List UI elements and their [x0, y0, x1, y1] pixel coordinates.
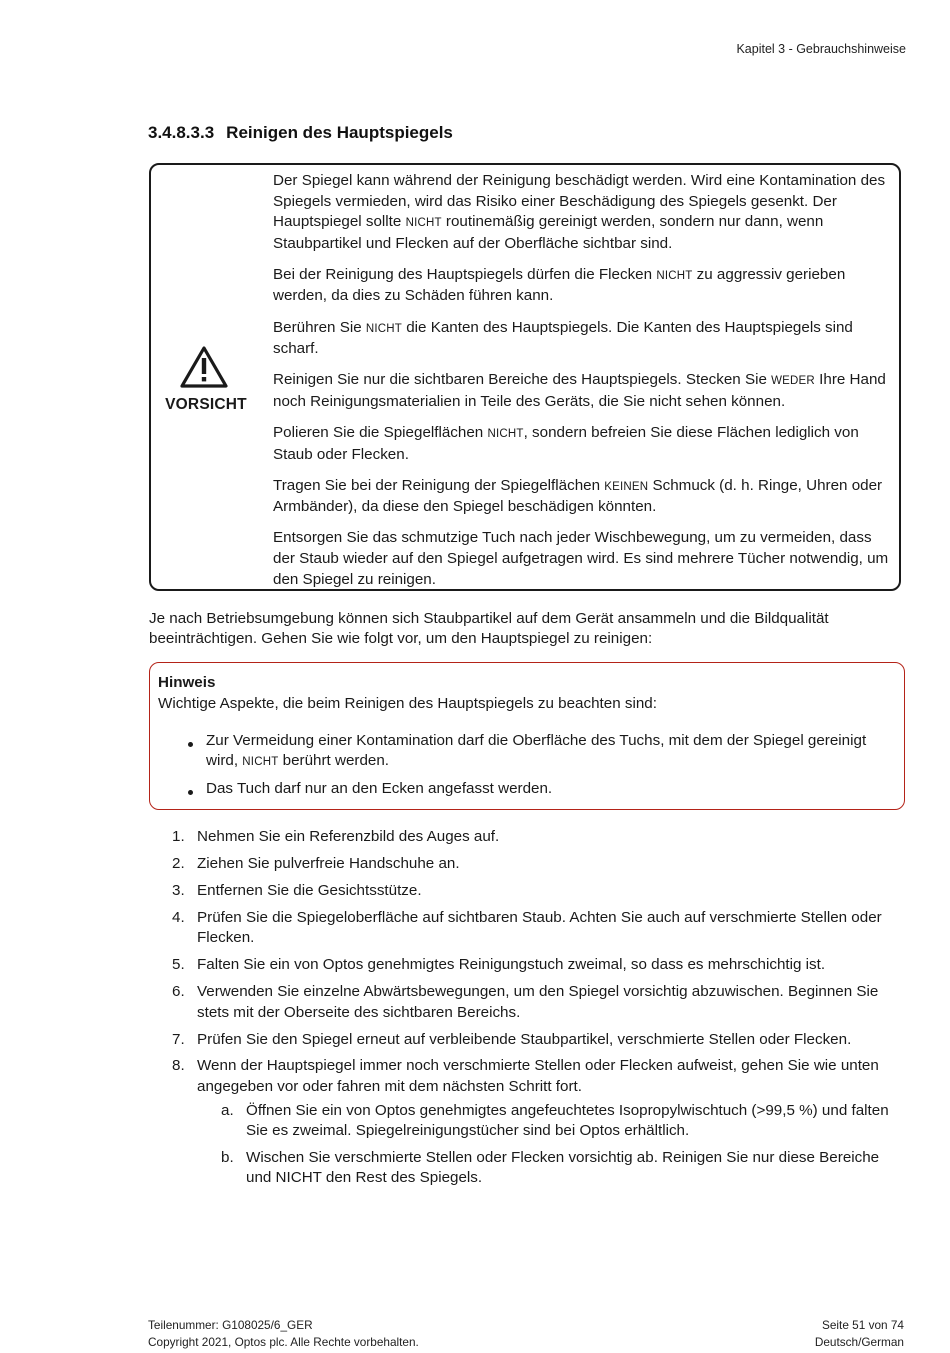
caution-paragraph: Der Spiegel kann während der Reinigung beschädigt werden. Wird eine Kontamination des Spiegels vermieden, wird das Risiko einer Beschädigung des Spiegels gesenkt. Der Hauptspiegel sollte NICHT routinemäßig gereinigt werden, sondern nur dann, wenn Staubpartikel und Flecken auf der Oberfläche sichtbar sind.: [273, 172, 886, 252]
caution-paragraph: Polieren Sie die Spiegelflächen NICHT, sondern befreien Sie diese Flächen lediglich von Staub oder Flecken.: [273, 423, 859, 463]
note-box: [149, 662, 905, 810]
chapter-header: Kapitel 3 - Gebrauchshinweise: [736, 42, 906, 56]
step-item: 2. Ziehen Sie pulverfreie Handschuhe an.: [172, 854, 460, 872]
footer-right: [815, 1317, 904, 1351]
caution-sidebar: [151, 165, 269, 589]
intro-paragraph: Je nach Betriebsumgebung können sich Staubpartikel auf dem Gerät ansammeln und die Bildqualität beeinträchtigen. Gehen Sie wie folgt vor, um den Hauptspiegel zu reinigen:: [149, 610, 829, 647]
page-number: Seite 51 von 74: [822, 1318, 904, 1332]
step-item: 1. Nehmen Sie ein Referenzbild des Auges auf.: [172, 828, 500, 845]
footer-left: [148, 1317, 419, 1351]
caution-box: [149, 163, 901, 591]
step-item: 6. Verwenden Sie einzelne Abwärtsbewegungen, um den Spiegel vorsichtig abzuwischen. Beginnen Sie stets mit der Oberseite des sichtbaren Bereichs.: [172, 983, 879, 1021]
caution-paragraph: Berühren Sie NICHT die Kanten des Hauptspiegels. Die Kanten des Hauptspiegels sind scharf.: [273, 318, 853, 358]
note-title: Hinweis: [158, 674, 216, 691]
note-list-item: Das Tuch darf nur an den Ecken angefasst werden.: [186, 779, 886, 800]
caution-paragraph: Entsorgen Sie das schmutzige Tuch nach jeder Wischbewegung, um zu vermeiden, dass der Staub wieder auf den Spiegel aufgetragen wird. Es sind mehrere Tücher notwendig, um den Spiegel zu reinigen.: [273, 529, 889, 588]
procedure-steps: [172, 827, 907, 1195]
language: Deutsch/German: [814, 1335, 904, 1349]
warning-triangle-icon: [179, 345, 229, 389]
note-list-item: Zur Vermeidung einer Kontamination darf die Oberfläche des Tuchs, mit dem der Spiegel gereinigt wird, NICHT berührt werden.: [186, 731, 886, 772]
copyright: Copyright 2021, Optos plc. Alle Rechte vorbehalten.: [148, 1335, 419, 1349]
caution-paragraph: Tragen Sie bei der Reinigung der Spiegelflächen KEINEN Schmuck (d. h. Ringe, Uhren oder Armbänder), da diese den Spiegel beschädigen könnten.: [273, 476, 883, 516]
step-item: 5. Falten Sie ein von Optos genehmigtes Reinigungstuch zweimal, so dass es mehrschichtig ist.: [172, 956, 826, 974]
section-heading: [148, 123, 453, 143]
caution-paragraph: Reinigen Sie nur die sichtbaren Bereiche des Hauptspiegels. Stecken Sie WEDER Ihre Hand noch Reinigungsmaterialien in Teile des Geräts, die Sie nicht sehen können.: [273, 371, 886, 410]
caution-text: [273, 171, 897, 602]
note-lead: Wichtige Aspekte, die beim Reinigen des Hauptspiegels zu beachten sind:: [158, 695, 657, 712]
section-number: 3.4.8.3.3: [148, 123, 215, 142]
caution-label: VORSICHT: [165, 396, 247, 413]
step-item: 3. Entfernen Sie die Gesichtsstütze.: [172, 881, 422, 899]
step-item: 7. Prüfen Sie den Spiegel erneut auf verbleibende Staubpartikel, verschmierte Stellen oder Flecken.: [172, 1030, 852, 1048]
note-list: [186, 731, 886, 807]
substeps: [197, 1101, 907, 1189]
step-item: 8. Wenn der Hauptspiegel immer noch verschmierte Stellen oder Flecken aufweist, gehen Sie wie unten angegeben vor oder fahren mit dem nächsten Schritt fort. a. Öffnen Sie ein von Optos genehmigtes angefeuchtetes Isopropylwischtuch (>99,5 %) und falten Sie es zweimal. Spiegelreinigungstücher sind bei Optos erhältlich. b. Wischen Sie verschmierte Stellen oder Flecken vorsichtig ab. Reinigen Sie nur diese Bereiche und NICHT den Rest des Spiegels.: [172, 1056, 907, 1189]
substep-item: b. Wischen Sie verschmierte Stellen oder Flecken vorsichtig ab. Reinigen Sie nur diese Bereiche und NICHT den Rest des Spiegels.: [221, 1148, 880, 1187]
step-item: 4. Prüfen Sie die Spiegeloberfläche auf sichtbaren Staub. Achten Sie auch auf verschmierte Stellen oder Flecken.: [172, 908, 882, 947]
substep-item: a. Öffnen Sie ein von Optos genehmigtes angefeuchtetes Isopropylwischtuch (>99,5 %) und falten Sie es zweimal. Spiegelreinigungstücher sind bei Optos erhältlich.: [221, 1101, 889, 1140]
caution-paragraph: Bei der Reinigung des Hauptspiegels dürfen die Flecken NICHT zu aggressiv gerieben werden, da dies zu Schäden führen kann.: [273, 265, 846, 305]
part-number: Teilenummer: G108025/6_GER: [148, 1318, 313, 1332]
section-title: Reinigen des Hauptspiegels: [226, 123, 453, 142]
